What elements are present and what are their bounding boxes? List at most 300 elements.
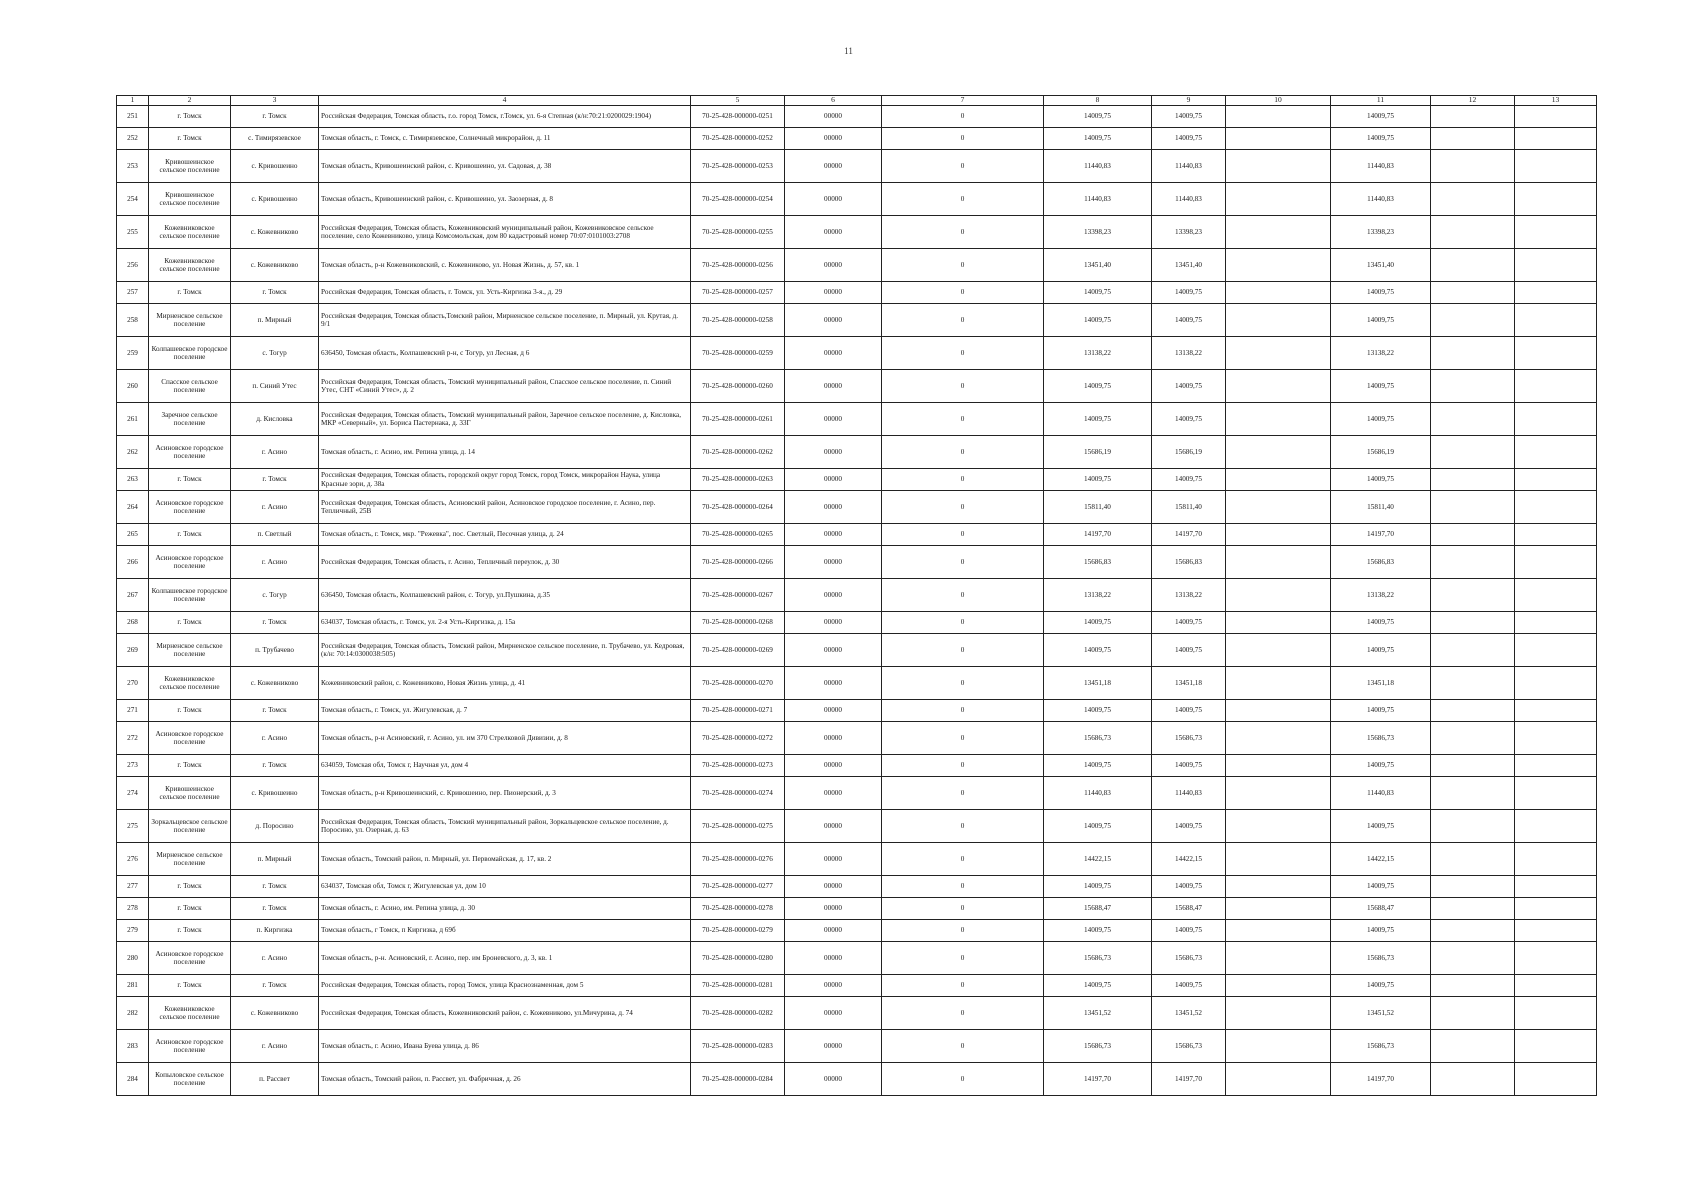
table-row bbox=[117, 700, 1597, 722]
cell-municipality: г. Томск bbox=[149, 469, 231, 491]
cell-empty-cell bbox=[1431, 216, 1515, 249]
cell-empty-cell bbox=[1515, 579, 1597, 612]
register-table bbox=[116, 95, 1597, 1096]
cell-empty-cell bbox=[1431, 249, 1515, 282]
cell-count: 0 bbox=[882, 810, 1044, 843]
cell-amount: 13451,52 bbox=[1152, 997, 1226, 1030]
cell-amount: 15686,73 bbox=[1152, 1030, 1226, 1063]
column-header: 12 bbox=[1431, 96, 1515, 106]
cell-empty-cell bbox=[1431, 700, 1515, 722]
cell-row-number: 270 bbox=[117, 667, 149, 700]
cell-empty-cell bbox=[1226, 1063, 1331, 1096]
cell-settlement: с. Тимирязевское bbox=[231, 128, 319, 150]
cell-amount-total: 14009,75 bbox=[1331, 282, 1431, 304]
cell-registry-number: 70-25-428-000000-0258 bbox=[691, 304, 785, 337]
cell-amount-total: 13451,40 bbox=[1331, 249, 1431, 282]
table-row bbox=[117, 898, 1597, 920]
cell-registry-number: 70-25-428-000000-0262 bbox=[691, 436, 785, 469]
cell-empty-cell bbox=[1515, 150, 1597, 183]
column-header: 6 bbox=[785, 96, 882, 106]
cell-registry-number: 70-25-428-000000-0252 bbox=[691, 128, 785, 150]
cell-address: Томская область, р-н Асиновский, г. Асино, ул. им 370 Стрелковой Дивизии, д. 8 bbox=[319, 722, 691, 755]
cell-amount: 15686,19 bbox=[1152, 436, 1226, 469]
cell-amount: 15686,19 bbox=[1044, 436, 1152, 469]
cell-row-number: 268 bbox=[117, 612, 149, 634]
cell-amount-total: 14009,75 bbox=[1331, 612, 1431, 634]
table-row bbox=[117, 216, 1597, 249]
cell-amount: 13451,40 bbox=[1152, 249, 1226, 282]
cell-address: Томская область, г. Асино, им. Репина улица, д. 30 bbox=[319, 898, 691, 920]
cell-empty-cell bbox=[1226, 106, 1331, 128]
cell-code: 00000 bbox=[785, 876, 882, 898]
cell-registry-number: 70-25-428-000000-0254 bbox=[691, 183, 785, 216]
cell-municipality: г. Томск bbox=[149, 898, 231, 920]
cell-empty-cell bbox=[1431, 579, 1515, 612]
table-row bbox=[117, 975, 1597, 997]
cell-amount: 13398,23 bbox=[1152, 216, 1226, 249]
cell-amount: 14009,75 bbox=[1044, 810, 1152, 843]
cell-amount: 11440,83 bbox=[1152, 183, 1226, 216]
cell-settlement: г. Томск bbox=[231, 469, 319, 491]
cell-municipality: Кривошеинское сельское поселение bbox=[149, 183, 231, 216]
cell-municipality: Мирненское сельское поселение bbox=[149, 634, 231, 667]
cell-empty-cell bbox=[1226, 216, 1331, 249]
cell-amount: 15686,73 bbox=[1044, 1030, 1152, 1063]
cell-empty-cell bbox=[1226, 920, 1331, 942]
cell-empty-cell bbox=[1431, 777, 1515, 810]
cell-amount-total: 13451,18 bbox=[1331, 667, 1431, 700]
cell-settlement: п. Рассвет bbox=[231, 1063, 319, 1096]
column-header: 10 bbox=[1226, 96, 1331, 106]
table-body bbox=[117, 106, 1597, 1096]
cell-code: 00000 bbox=[785, 491, 882, 524]
cell-empty-cell bbox=[1226, 436, 1331, 469]
cell-code: 00000 bbox=[785, 106, 882, 128]
cell-amount: 15686,73 bbox=[1044, 722, 1152, 755]
cell-code: 00000 bbox=[785, 469, 882, 491]
cell-settlement: с. Тогур bbox=[231, 579, 319, 612]
cell-municipality: Кожевниковское сельское поселение bbox=[149, 249, 231, 282]
cell-row-number: 283 bbox=[117, 1030, 149, 1063]
cell-row-number: 280 bbox=[117, 942, 149, 975]
cell-empty-cell bbox=[1515, 106, 1597, 128]
cell-count: 0 bbox=[882, 106, 1044, 128]
cell-empty-cell bbox=[1515, 282, 1597, 304]
cell-empty-cell bbox=[1431, 183, 1515, 216]
cell-settlement: г. Асино bbox=[231, 1030, 319, 1063]
cell-amount: 15688,47 bbox=[1152, 898, 1226, 920]
cell-municipality: Асиновское городское поселение bbox=[149, 546, 231, 579]
cell-settlement: п. Трубачево bbox=[231, 634, 319, 667]
cell-address: Российская Федерация, Томская область, Асиновский район, Асиновское городское поселение, г. Асино, пер. Тепличный, 25В bbox=[319, 491, 691, 524]
cell-settlement: г. Асино bbox=[231, 436, 319, 469]
cell-code: 00000 bbox=[785, 843, 882, 876]
cell-empty-cell bbox=[1515, 667, 1597, 700]
cell-row-number: 257 bbox=[117, 282, 149, 304]
cell-code: 00000 bbox=[785, 1063, 882, 1096]
cell-amount-total: 14009,75 bbox=[1331, 876, 1431, 898]
cell-registry-number: 70-25-428-000000-0266 bbox=[691, 546, 785, 579]
cell-settlement: г. Асино bbox=[231, 722, 319, 755]
cell-empty-cell bbox=[1431, 150, 1515, 183]
cell-row-number: 276 bbox=[117, 843, 149, 876]
cell-address: Российская Федерация, Томская область, г. Томск, ул. Усть-Киргизка 3-я., д. 29 bbox=[319, 282, 691, 304]
cell-registry-number: 70-25-428-000000-0260 bbox=[691, 370, 785, 403]
cell-registry-number: 70-25-428-000000-0261 bbox=[691, 403, 785, 436]
cell-amount: 11440,83 bbox=[1044, 777, 1152, 810]
cell-row-number: 253 bbox=[117, 150, 149, 183]
cell-amount: 13138,22 bbox=[1044, 579, 1152, 612]
cell-address: Томская область, Томский район, п. Мирный, ул. Первомайская, д. 17, кв. 2 bbox=[319, 843, 691, 876]
table-row bbox=[117, 403, 1597, 436]
cell-municipality: Спасское сельское поселение bbox=[149, 370, 231, 403]
cell-row-number: 267 bbox=[117, 579, 149, 612]
cell-row-number: 281 bbox=[117, 975, 149, 997]
cell-registry-number: 70-25-428-000000-0263 bbox=[691, 469, 785, 491]
cell-count: 0 bbox=[882, 150, 1044, 183]
cell-row-number: 259 bbox=[117, 337, 149, 370]
cell-empty-cell bbox=[1515, 898, 1597, 920]
cell-amount: 14009,75 bbox=[1044, 700, 1152, 722]
cell-municipality: Мирненское сельское поселение bbox=[149, 843, 231, 876]
cell-empty-cell bbox=[1515, 942, 1597, 975]
cell-empty-cell bbox=[1431, 997, 1515, 1030]
cell-settlement: г. Томск bbox=[231, 755, 319, 777]
cell-registry-number: 70-25-428-000000-0265 bbox=[691, 524, 785, 546]
cell-count: 0 bbox=[882, 1063, 1044, 1096]
cell-registry-number: 70-25-428-000000-0283 bbox=[691, 1030, 785, 1063]
cell-code: 00000 bbox=[785, 436, 882, 469]
table-row bbox=[117, 634, 1597, 667]
cell-code: 00000 bbox=[785, 667, 882, 700]
cell-amount: 14009,75 bbox=[1152, 370, 1226, 403]
cell-settlement: с. Кожевниково bbox=[231, 667, 319, 700]
cell-amount: 15688,47 bbox=[1044, 898, 1152, 920]
cell-settlement: с. Кривошеино bbox=[231, 150, 319, 183]
cell-empty-cell bbox=[1515, 777, 1597, 810]
table-row bbox=[117, 777, 1597, 810]
cell-code: 00000 bbox=[785, 216, 882, 249]
cell-registry-number: 70-25-428-000000-0257 bbox=[691, 282, 785, 304]
cell-empty-cell bbox=[1226, 612, 1331, 634]
cell-empty-cell bbox=[1515, 546, 1597, 579]
cell-amount: 14009,75 bbox=[1044, 975, 1152, 997]
table-row bbox=[117, 249, 1597, 282]
table-row bbox=[117, 942, 1597, 975]
table-row bbox=[117, 579, 1597, 612]
cell-registry-number: 70-25-428-000000-0282 bbox=[691, 997, 785, 1030]
cell-amount: 14197,70 bbox=[1152, 1063, 1226, 1096]
cell-amount-total: 14009,75 bbox=[1331, 403, 1431, 436]
cell-empty-cell bbox=[1515, 337, 1597, 370]
cell-empty-cell bbox=[1515, 755, 1597, 777]
cell-empty-cell bbox=[1515, 216, 1597, 249]
cell-registry-number: 70-25-428-000000-0279 bbox=[691, 920, 785, 942]
cell-amount: 14009,75 bbox=[1152, 634, 1226, 667]
cell-row-number: 266 bbox=[117, 546, 149, 579]
cell-empty-cell bbox=[1515, 469, 1597, 491]
cell-row-number: 258 bbox=[117, 304, 149, 337]
cell-row-number: 278 bbox=[117, 898, 149, 920]
cell-settlement: п. Синий Утес bbox=[231, 370, 319, 403]
cell-amount-total: 14009,75 bbox=[1331, 700, 1431, 722]
cell-empty-cell bbox=[1226, 1030, 1331, 1063]
cell-count: 0 bbox=[882, 304, 1044, 337]
table-row bbox=[117, 337, 1597, 370]
cell-amount: 14009,75 bbox=[1152, 282, 1226, 304]
cell-empty-cell bbox=[1226, 491, 1331, 524]
cell-empty-cell bbox=[1515, 843, 1597, 876]
cell-count: 0 bbox=[882, 370, 1044, 403]
cell-amount-total: 14009,75 bbox=[1331, 755, 1431, 777]
cell-count: 0 bbox=[882, 337, 1044, 370]
column-header: 11 bbox=[1331, 96, 1431, 106]
cell-row-number: 277 bbox=[117, 876, 149, 898]
cell-amount: 13398,23 bbox=[1044, 216, 1152, 249]
cell-count: 0 bbox=[882, 216, 1044, 249]
cell-settlement: с. Кривошеино bbox=[231, 777, 319, 810]
cell-amount: 15686,83 bbox=[1044, 546, 1152, 579]
cell-empty-cell bbox=[1431, 942, 1515, 975]
cell-municipality: г. Томск bbox=[149, 975, 231, 997]
cell-empty-cell bbox=[1226, 337, 1331, 370]
cell-row-number: 279 bbox=[117, 920, 149, 942]
column-header: 13 bbox=[1515, 96, 1597, 106]
cell-count: 0 bbox=[882, 1030, 1044, 1063]
cell-row-number: 263 bbox=[117, 469, 149, 491]
cell-municipality: Асиновское городское поселение bbox=[149, 942, 231, 975]
cell-empty-cell bbox=[1515, 249, 1597, 282]
cell-amount: 14009,75 bbox=[1152, 304, 1226, 337]
cell-count: 0 bbox=[882, 667, 1044, 700]
table-row bbox=[117, 282, 1597, 304]
cell-count: 0 bbox=[882, 898, 1044, 920]
cell-amount: 14009,75 bbox=[1044, 612, 1152, 634]
cell-amount-total: 14197,70 bbox=[1331, 524, 1431, 546]
cell-row-number: 251 bbox=[117, 106, 149, 128]
cell-amount: 13138,22 bbox=[1152, 579, 1226, 612]
cell-amount-total: 14009,75 bbox=[1331, 469, 1431, 491]
cell-amount: 14009,75 bbox=[1044, 920, 1152, 942]
cell-amount: 11440,83 bbox=[1152, 150, 1226, 183]
cell-empty-cell bbox=[1226, 777, 1331, 810]
cell-empty-cell bbox=[1431, 1030, 1515, 1063]
cell-empty-cell bbox=[1515, 975, 1597, 997]
cell-empty-cell bbox=[1226, 304, 1331, 337]
cell-empty-cell bbox=[1226, 579, 1331, 612]
cell-empty-cell bbox=[1431, 612, 1515, 634]
cell-amount-total: 15686,83 bbox=[1331, 546, 1431, 579]
cell-address: Томская область, г. Асино, им. Репина улица, д. 14 bbox=[319, 436, 691, 469]
table-row bbox=[117, 436, 1597, 469]
cell-registry-number: 70-25-428-000000-0259 bbox=[691, 337, 785, 370]
cell-address: Томская область, р-н Кривошеинский, с. Кривошеино, пер. Пионерский, д. 3 bbox=[319, 777, 691, 810]
cell-count: 0 bbox=[882, 777, 1044, 810]
cell-address: Российская Федерация, Томская область,Томский район, Мирненское сельское поселение, п. Мирный, ул. Крутая, д. 9/1 bbox=[319, 304, 691, 337]
cell-count: 0 bbox=[882, 469, 1044, 491]
cell-empty-cell bbox=[1515, 920, 1597, 942]
cell-amount-total: 15688,47 bbox=[1331, 898, 1431, 920]
cell-registry-number: 70-25-428-000000-0280 bbox=[691, 942, 785, 975]
cell-empty-cell bbox=[1226, 150, 1331, 183]
cell-amount-total: 14009,75 bbox=[1331, 106, 1431, 128]
cell-settlement: п. Светлый bbox=[231, 524, 319, 546]
cell-empty-cell bbox=[1226, 843, 1331, 876]
cell-empty-cell bbox=[1515, 436, 1597, 469]
cell-code: 00000 bbox=[785, 975, 882, 997]
table-row bbox=[117, 370, 1597, 403]
cell-row-number: 271 bbox=[117, 700, 149, 722]
cell-address: 634037, Томская область, г. Томск, ул. 2-я Усть-Киргизка, д. 15а bbox=[319, 612, 691, 634]
cell-code: 00000 bbox=[785, 722, 882, 755]
cell-empty-cell bbox=[1431, 546, 1515, 579]
cell-municipality: г. Томск bbox=[149, 755, 231, 777]
cell-amount: 14009,75 bbox=[1044, 106, 1152, 128]
cell-settlement: п. Мирный bbox=[231, 843, 319, 876]
cell-count: 0 bbox=[882, 920, 1044, 942]
cell-settlement: г. Томск bbox=[231, 612, 319, 634]
cell-address: Томская область, г. Томск, мкр. "Режевка", пос. Светлый, Песочная улица, д. 24 bbox=[319, 524, 691, 546]
cell-row-number: 264 bbox=[117, 491, 149, 524]
cell-empty-cell bbox=[1226, 942, 1331, 975]
cell-empty-cell bbox=[1226, 469, 1331, 491]
cell-row-number: 269 bbox=[117, 634, 149, 667]
cell-count: 0 bbox=[882, 722, 1044, 755]
cell-empty-cell bbox=[1226, 700, 1331, 722]
cell-settlement: г. Томск bbox=[231, 975, 319, 997]
cell-settlement: с. Кривошеино bbox=[231, 183, 319, 216]
cell-amount-total: 11440,83 bbox=[1331, 150, 1431, 183]
table-row bbox=[117, 524, 1597, 546]
cell-code: 00000 bbox=[785, 128, 882, 150]
cell-municipality: Колпашевское городское поселение bbox=[149, 337, 231, 370]
cell-amount-total: 15686,73 bbox=[1331, 942, 1431, 975]
cell-address: 636450, Томская область, Колпашевский р-н, с Тогур, ул Лесная, д 6 bbox=[319, 337, 691, 370]
cell-address: Томская область, р-н. Асиновский, г. Асино, пер. им Броневского, д. 3, кв. 1 bbox=[319, 942, 691, 975]
cell-count: 0 bbox=[882, 997, 1044, 1030]
cell-municipality: Зоркальцевское сельское поселение bbox=[149, 810, 231, 843]
cell-empty-cell bbox=[1226, 898, 1331, 920]
cell-settlement: с. Кожевниково bbox=[231, 216, 319, 249]
cell-empty-cell bbox=[1226, 546, 1331, 579]
cell-code: 00000 bbox=[785, 634, 882, 667]
table-row bbox=[117, 876, 1597, 898]
cell-code: 00000 bbox=[785, 249, 882, 282]
column-header: 4 bbox=[319, 96, 691, 106]
cell-amount: 14009,75 bbox=[1044, 304, 1152, 337]
cell-empty-cell bbox=[1226, 975, 1331, 997]
cell-row-number: 274 bbox=[117, 777, 149, 810]
cell-address: Российская Федерация, Томская область, Томский муниципальный район, Зоркальцевское сельское поселение, д. Поросино, ул. Озерная, д. 63 bbox=[319, 810, 691, 843]
cell-count: 0 bbox=[882, 249, 1044, 282]
cell-code: 00000 bbox=[785, 282, 882, 304]
cell-empty-cell bbox=[1226, 183, 1331, 216]
cell-code: 00000 bbox=[785, 150, 882, 183]
cell-code: 00000 bbox=[785, 612, 882, 634]
cell-municipality: Асиновское городское поселение bbox=[149, 1030, 231, 1063]
cell-empty-cell bbox=[1431, 282, 1515, 304]
cell-empty-cell bbox=[1431, 106, 1515, 128]
cell-address: Российская Федерация, Томская область, городской округ город Томск, город Томск, микрорайон Наука, улица Красные зори, д. 38а bbox=[319, 469, 691, 491]
cell-amount: 15811,40 bbox=[1044, 491, 1152, 524]
cell-settlement: г. Томск bbox=[231, 876, 319, 898]
cell-amount: 14197,70 bbox=[1044, 1063, 1152, 1096]
cell-code: 00000 bbox=[785, 810, 882, 843]
cell-empty-cell bbox=[1515, 183, 1597, 216]
cell-registry-number: 70-25-428-000000-0274 bbox=[691, 777, 785, 810]
cell-empty-cell bbox=[1515, 634, 1597, 667]
cell-municipality: Асиновское городское поселение bbox=[149, 722, 231, 755]
cell-municipality: Кожевниковское сельское поселение bbox=[149, 667, 231, 700]
table-row bbox=[117, 183, 1597, 216]
cell-empty-cell bbox=[1431, 722, 1515, 755]
cell-code: 00000 bbox=[785, 403, 882, 436]
cell-settlement: с. Кожевниково bbox=[231, 249, 319, 282]
cell-count: 0 bbox=[882, 612, 1044, 634]
cell-municipality: Кожевниковское сельское поселение bbox=[149, 216, 231, 249]
cell-amount: 14009,75 bbox=[1044, 634, 1152, 667]
cell-registry-number: 70-25-428-000000-0272 bbox=[691, 722, 785, 755]
cell-empty-cell bbox=[1515, 370, 1597, 403]
cell-address: Российская Федерация, Томская область, Кожевниковский муниципальный район, Кожевниковское сельское поселение, село Кожевниково, улица Комсомольская, дом 80 кадастровый номер 70:07:0101003:2708 bbox=[319, 216, 691, 249]
cell-amount: 13451,18 bbox=[1044, 667, 1152, 700]
table-row bbox=[117, 491, 1597, 524]
cell-empty-cell bbox=[1515, 524, 1597, 546]
cell-settlement: д. Кисловка bbox=[231, 403, 319, 436]
cell-municipality: г. Томск bbox=[149, 920, 231, 942]
cell-municipality: г. Томск bbox=[149, 128, 231, 150]
cell-empty-cell bbox=[1515, 876, 1597, 898]
cell-registry-number: 70-25-428-000000-0273 bbox=[691, 755, 785, 777]
table-row bbox=[117, 722, 1597, 755]
cell-row-number: 252 bbox=[117, 128, 149, 150]
cell-registry-number: 70-25-428-000000-0277 bbox=[691, 876, 785, 898]
cell-code: 00000 bbox=[785, 546, 882, 579]
cell-amount-total: 13398,23 bbox=[1331, 216, 1431, 249]
cell-empty-cell bbox=[1431, 337, 1515, 370]
column-header: 5 bbox=[691, 96, 785, 106]
cell-amount: 14009,75 bbox=[1152, 469, 1226, 491]
cell-registry-number: 70-25-428-000000-0284 bbox=[691, 1063, 785, 1096]
cell-empty-cell bbox=[1515, 304, 1597, 337]
cell-amount: 11440,83 bbox=[1044, 183, 1152, 216]
cell-amount: 15686,73 bbox=[1152, 722, 1226, 755]
cell-empty-cell bbox=[1431, 469, 1515, 491]
cell-address: Российская Федерация, Томская область, Томский район, Мирненское сельское поселение, п. Трубачево, ул. Кедровая, (к/н: 70:14:0300038:505) bbox=[319, 634, 691, 667]
cell-empty-cell bbox=[1515, 403, 1597, 436]
cell-row-number: 275 bbox=[117, 810, 149, 843]
cell-amount: 13138,22 bbox=[1152, 337, 1226, 370]
cell-settlement: г. Асино bbox=[231, 942, 319, 975]
cell-count: 0 bbox=[882, 491, 1044, 524]
cell-empty-cell bbox=[1515, 810, 1597, 843]
cell-amount-total: 15686,73 bbox=[1331, 722, 1431, 755]
cell-municipality: Заречное сельское поселение bbox=[149, 403, 231, 436]
cell-registry-number: 70-25-428-000000-0251 bbox=[691, 106, 785, 128]
cell-municipality: г. Томск bbox=[149, 612, 231, 634]
cell-municipality: г. Томск bbox=[149, 524, 231, 546]
cell-empty-cell bbox=[1431, 634, 1515, 667]
cell-empty-cell bbox=[1431, 755, 1515, 777]
cell-settlement: п. Киргизка bbox=[231, 920, 319, 942]
cell-code: 00000 bbox=[785, 524, 882, 546]
cell-count: 0 bbox=[882, 843, 1044, 876]
cell-empty-cell bbox=[1226, 667, 1331, 700]
cell-address: Российская Федерация, Томская область, Томский муниципальный район, Спасское сельское поселение, п. Синий Утес, СНТ «Синий Утес», д. 2 bbox=[319, 370, 691, 403]
cell-municipality: Кривошеинское сельское поселение bbox=[149, 150, 231, 183]
table-row bbox=[117, 304, 1597, 337]
cell-code: 00000 bbox=[785, 997, 882, 1030]
